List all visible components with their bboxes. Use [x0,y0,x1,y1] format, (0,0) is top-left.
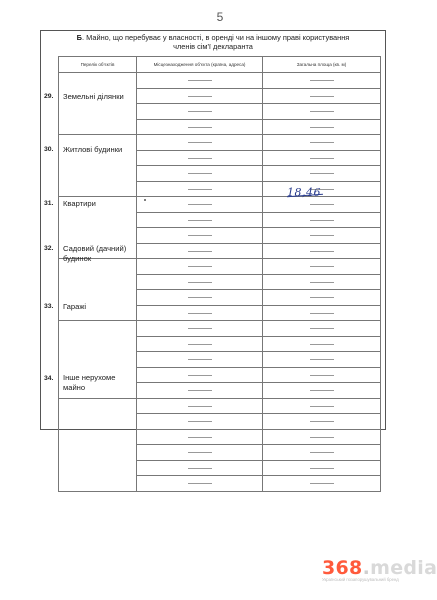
location-cell [137,305,263,321]
blank-dash [188,468,212,469]
location-cell [137,259,263,275]
area-cell [263,259,381,275]
blank-dash [310,313,334,314]
item-number-30: 30. [44,146,54,153]
item-number-31: 31. [44,200,54,207]
area-cell [263,445,381,461]
blank-dash [188,390,212,391]
blank-dash [188,142,212,143]
area-cell [263,119,381,135]
area-cell [263,367,381,383]
location-cell [137,367,263,383]
area-cell [263,321,381,337]
blank-dash [310,375,334,376]
location-cell [137,460,263,476]
blank-dash [310,359,334,360]
item-number-32: 32. [44,245,54,252]
blank-dash [310,251,334,252]
watermark-number: 368 [322,557,363,579]
blank-dash [188,80,212,81]
blank-dash [188,235,212,236]
blank-dash [188,111,212,112]
location-cell [137,336,263,352]
area-cell [263,228,381,244]
item-label-cell [59,135,137,197]
item-number-29: 29. [44,93,54,100]
blank-dash [310,96,334,97]
area-cell [263,135,381,151]
table-row [59,321,381,337]
location-cell [137,243,263,259]
blank-dash [188,359,212,360]
location-cell [137,274,263,290]
blank-dash [310,328,334,329]
location-cell [137,476,263,492]
blank-dash [310,127,334,128]
area-cell [263,383,381,399]
blank-dash [310,220,334,221]
area-cell [263,212,381,228]
blank-dash [188,437,212,438]
property-table [58,56,381,492]
area-cell [263,429,381,445]
blank-dash [310,266,334,267]
blank-dash [310,468,334,469]
area-cell [263,243,381,259]
area-cell [263,414,381,430]
blank-dash [188,189,212,190]
blank-dash [310,111,334,112]
watermark-dot: . [362,557,371,579]
area-cell [263,398,381,414]
section-title-line2: членів сім'ї декларанта [173,42,253,51]
blank-dash [188,158,212,159]
blank-dash [188,282,212,283]
blank-dash [310,297,334,298]
area-cell [263,476,381,492]
blank-dash [188,313,212,314]
item-name-cottage: Садовий (дачний) будинок [63,244,127,263]
blank-dash [188,375,212,376]
blank-dash [188,251,212,252]
area-cell [263,150,381,166]
blank-dash [310,483,334,484]
location-cell [137,429,263,445]
location-cell [137,321,263,337]
header-area: Загальна площа (кв. м) [263,57,381,73]
location-cell [137,119,263,135]
blank-dash [188,127,212,128]
item-number-34: 34. [44,375,54,382]
area-cell [263,336,381,352]
blank-dash [188,266,212,267]
blank-dash [310,235,334,236]
blank-dash [188,297,212,298]
blank-dash [310,80,334,81]
location-cell [137,104,263,120]
section-letter: Б [76,33,82,42]
blank-dash [310,406,334,407]
location-cell [137,290,263,306]
handwritten-area-value: 18,46 [287,186,321,199]
blank-dash [310,421,334,422]
ink-dot [144,199,146,201]
blank-dash [188,220,212,221]
blank-dash [310,390,334,391]
watermark-logo [322,557,437,582]
area-cell [263,88,381,104]
blank-dash [188,452,212,453]
item-label-cell [59,73,137,135]
item-number-33: 33. [44,303,54,310]
location-cell [137,197,263,213]
blank-dash [310,437,334,438]
table-row [59,197,381,213]
blank-dash [310,158,334,159]
item-name-apartments: Квартири [63,199,96,208]
blank-dash [188,96,212,97]
location-cell [137,212,263,228]
table-row [59,73,381,89]
section-title [40,33,386,51]
area-cell [263,460,381,476]
blank-dash [310,173,334,174]
item-name-garages: Гаражі [63,302,87,311]
location-cell [137,181,263,197]
item-name-other-property: Інше нерухоме майно [63,373,116,392]
table-header-row [59,57,381,73]
location-cell [137,73,263,89]
blank-dash [188,406,212,407]
area-cell [263,73,381,89]
blank-dash [188,421,212,422]
area-cell [263,352,381,368]
area-cell [263,166,381,182]
area-cell [263,290,381,306]
blank-dash [310,344,334,345]
blank-dash [310,142,334,143]
location-cell [137,398,263,414]
blank-dash [310,452,334,453]
area-cell [263,197,381,213]
blank-dash [188,204,212,205]
header-location: Місцезнаходження об'єкта (країна, адреса) [137,57,263,73]
blank-dash [188,344,212,345]
area-cell [263,104,381,120]
blank-dash [188,328,212,329]
header-object-list: Перелік об'єктів [59,57,137,73]
item-name-land: Земельні ділянки [63,92,124,101]
blank-dash [310,282,334,283]
section-title-line1: . Майно, що перебуває у власності, в оренді чи на іншому праві користування [81,33,350,42]
location-cell [137,135,263,151]
area-cell [263,305,381,321]
location-cell [137,88,263,104]
location-cell [137,383,263,399]
location-cell [137,150,263,166]
area-cell [263,274,381,290]
watermark-tagline: Український позапорушувальний бренд [322,577,399,582]
page-number: 5 [216,10,224,24]
item-name-houses: Житлові будинки [63,145,123,154]
blank-dash [310,204,334,205]
location-cell [137,445,263,461]
location-cell [137,352,263,368]
location-cell [137,228,263,244]
blank-dash [188,483,212,484]
location-cell [137,166,263,182]
blank-dash [188,173,212,174]
watermark-word: media [370,557,437,579]
item-label-cell [59,398,137,491]
table-row [59,398,381,414]
location-cell [137,414,263,430]
